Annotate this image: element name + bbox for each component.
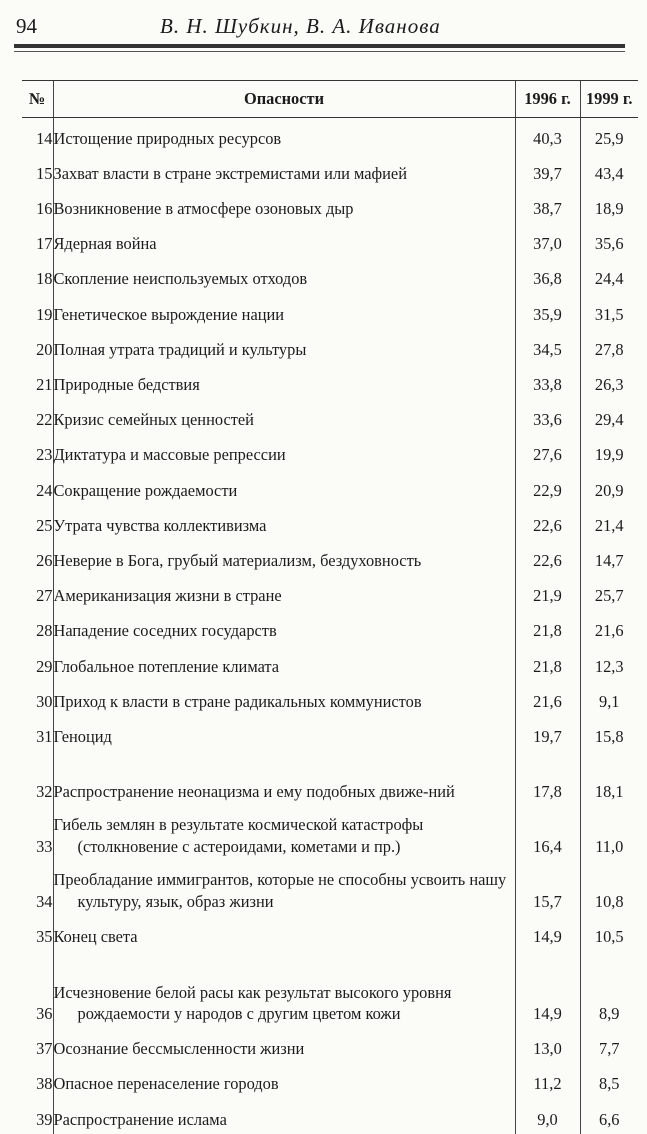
row-value-1999: 26,3 <box>580 364 638 399</box>
row-value-1996: 9,0 <box>515 1099 580 1134</box>
row-value-1999: 11,0 <box>580 806 638 861</box>
table-row <box>22 751 638 806</box>
row-danger-name <box>53 188 515 223</box>
row-value-1996: 38,7 <box>515 188 580 223</box>
row-danger-text: Полная утрата традиций и культуры <box>53 339 307 359</box>
table-row <box>22 806 638 861</box>
row-value-1999: 18,9 <box>580 188 638 223</box>
row-number: 18 <box>36 269 53 289</box>
table-row <box>22 646 638 681</box>
row-number: 29 <box>36 656 53 676</box>
row-value-1996: 14,9 <box>515 916 580 951</box>
table-row <box>22 916 638 951</box>
row-number: 17 <box>36 234 53 254</box>
row-danger-text: Гибель землян в результате космической катастрофы (столкновение с астероидами, кометами и пр.) <box>53 815 424 856</box>
table-row <box>22 259 638 294</box>
row-value-1999: 7,7 <box>580 1029 638 1064</box>
row-danger-name <box>53 575 515 610</box>
row-value-1996: 21,6 <box>515 681 580 716</box>
header-rule-thin <box>14 51 625 52</box>
table-row <box>22 435 638 470</box>
row-danger-text: Опасное перенаселение городов <box>53 1074 279 1094</box>
row-danger-text: Возникновение в атмосфере озоновых дыр <box>53 199 354 219</box>
row-danger-text: Распространение ислама <box>53 1109 227 1129</box>
row-value-1999: 8,5 <box>580 1064 638 1099</box>
row-danger-text: Геноцид <box>53 726 112 746</box>
row-value-1999: 29,4 <box>580 400 638 435</box>
table-row <box>22 575 638 610</box>
row-value-1996: 40,3 <box>515 118 580 154</box>
table-row <box>22 540 638 575</box>
table-header-row <box>22 81 638 118</box>
row-number: 20 <box>36 339 53 359</box>
row-number: 15 <box>36 163 53 183</box>
row-number: 22 <box>36 410 53 430</box>
row-value-1999: 14,7 <box>580 540 638 575</box>
row-number: 27 <box>36 586 53 606</box>
row-danger-text: Распространение неонацизма и ему подобных движе-ний <box>53 781 455 801</box>
row-danger-name <box>53 224 515 259</box>
row-danger-text: Приход к власти в стране радикальных коммунистов <box>53 691 422 711</box>
row-value-1996: 36,8 <box>515 259 580 294</box>
row-danger-name <box>53 1029 515 1064</box>
row-danger-name <box>53 646 515 681</box>
row-value-1999: 35,6 <box>580 224 638 259</box>
row-value-1996: 27,6 <box>515 435 580 470</box>
row-number: 31 <box>36 726 53 746</box>
row-danger-text: Кризис семейных ценностей <box>53 410 254 430</box>
row-danger-name <box>53 364 515 399</box>
row-value-1999: 19,9 <box>580 435 638 470</box>
row-danger-name <box>53 153 515 188</box>
row-number: 37 <box>36 1039 53 1059</box>
row-danger-name <box>53 1099 515 1134</box>
table-row <box>22 153 638 188</box>
row-danger-name <box>53 681 515 716</box>
table-row <box>22 681 638 716</box>
row-value-1999: 25,9 <box>580 118 638 154</box>
row-danger-text: Природные бедствия <box>53 375 200 394</box>
row-number: 23 <box>36 445 53 465</box>
row-danger-text: Исчезновение белой расы как результат высокого уровня рождаемости у народов с другим цветом кожи <box>53 982 452 1024</box>
row-number: 30 <box>36 691 53 711</box>
table-row <box>22 329 638 364</box>
row-value-1996: 33,6 <box>515 400 580 435</box>
table-row <box>22 611 638 646</box>
row-value-1996: 17,8 <box>515 751 580 806</box>
row-value-1999: 15,8 <box>580 716 638 751</box>
row-value-1999: 24,4 <box>580 259 638 294</box>
row-danger-name <box>53 505 515 540</box>
row-value-1996: 14,9 <box>515 952 580 1029</box>
row-danger-name <box>53 259 515 294</box>
row-danger-name <box>53 435 515 470</box>
row-value-1999: 25,7 <box>580 575 638 610</box>
row-value-1996: 21,9 <box>515 575 580 610</box>
table-row <box>22 118 638 154</box>
table-row <box>22 716 638 751</box>
row-number: 26 <box>36 550 53 570</box>
row-value-1996: 22,6 <box>515 505 580 540</box>
row-number: 19 <box>36 304 53 324</box>
row-number: 25 <box>36 515 53 535</box>
table-row <box>22 861 638 916</box>
row-value-1996: 19,7 <box>515 716 580 751</box>
row-danger-text: Захват власти в стране экстремистами или мафией <box>53 163 407 183</box>
row-danger-text: Нападение соседних государств <box>53 621 277 641</box>
table-row <box>22 1099 638 1134</box>
table-row <box>22 188 638 223</box>
row-value-1996: 21,8 <box>515 646 580 681</box>
row-danger-name <box>53 400 515 435</box>
row-danger-text: Американизация жизни в стране <box>53 586 282 606</box>
row-value-1996: 33,8 <box>515 364 580 399</box>
row-value-1996: 13,0 <box>515 1029 580 1064</box>
row-danger-name <box>53 470 515 505</box>
row-value-1999: 12,3 <box>580 646 638 681</box>
row-number: 33 <box>36 836 53 856</box>
row-number: 21 <box>36 375 53 394</box>
header-rule-thick <box>14 44 625 48</box>
row-value-1996: 37,0 <box>515 224 580 259</box>
row-value-1996: 34,5 <box>515 329 580 364</box>
row-value-1999: 20,9 <box>580 470 638 505</box>
row-value-1996: 16,4 <box>515 806 580 861</box>
row-value-1996: 22,9 <box>515 470 580 505</box>
row-value-1999: 10,8 <box>580 861 638 916</box>
table-row <box>22 364 638 399</box>
row-number: 24 <box>36 480 53 500</box>
table-row <box>22 470 638 505</box>
running-head: В. Н. Шубкин, В. А. Иванова <box>160 14 441 38</box>
row-value-1996: 15,7 <box>515 861 580 916</box>
row-danger-name <box>53 861 515 916</box>
table-row <box>22 224 638 259</box>
row-value-1999: 8,9 <box>580 952 638 1029</box>
row-danger-name <box>53 751 515 806</box>
row-value-1996: 21,8 <box>515 611 580 646</box>
row-danger-name <box>53 806 515 861</box>
row-danger-text: Диктатура и массовые репрессии <box>53 445 286 465</box>
row-number: 28 <box>36 621 53 641</box>
row-value-1999: 31,5 <box>580 294 638 329</box>
table-row <box>22 1029 638 1064</box>
row-number: 34 <box>36 891 53 911</box>
row-value-1996: 22,6 <box>515 540 580 575</box>
row-number: 35 <box>36 927 53 947</box>
table-row <box>22 505 638 540</box>
row-value-1996: 39,7 <box>515 153 580 188</box>
row-value-1999: 10,5 <box>580 916 638 951</box>
row-value-1999: 27,8 <box>580 329 638 364</box>
row-danger-text: Скопление неиспользуемых отходов <box>53 269 308 289</box>
row-value-1999: 18,1 <box>580 751 638 806</box>
column-header-1996: 1996 г. <box>515 81 580 118</box>
row-danger-text: Конец света <box>53 927 138 947</box>
row-danger-text: Утрата чувства коллективизма <box>53 515 267 535</box>
row-value-1999: 9,1 <box>580 681 638 716</box>
row-number: 32 <box>36 781 53 801</box>
row-danger-text: Глобальное потепление климата <box>53 656 280 676</box>
row-value-1999: 6,6 <box>580 1099 638 1134</box>
table-row <box>22 952 638 1029</box>
dangers-table <box>22 80 638 1134</box>
row-danger-text: Преобладание иммигрантов, которые не способны усвоить нашу культуру, язык, образ жизни <box>53 870 507 911</box>
row-number: 38 <box>36 1074 53 1094</box>
row-danger-name <box>53 329 515 364</box>
column-header-danger: Опасности <box>53 81 515 118</box>
row-danger-text: Осознание бессмысленности жизни <box>53 1039 305 1059</box>
row-danger-text: Ядерная война <box>53 234 157 254</box>
column-header-number: № <box>22 81 53 118</box>
row-danger-name <box>53 952 515 1029</box>
row-danger-name <box>53 1064 515 1099</box>
table-row <box>22 400 638 435</box>
table-row <box>22 1064 638 1099</box>
row-value-1999: 43,4 <box>580 153 638 188</box>
row-danger-name <box>53 916 515 951</box>
column-header-1999: 1999 г. <box>580 81 638 118</box>
row-number: 36 <box>36 1004 53 1024</box>
row-value-1999: 21,4 <box>580 505 638 540</box>
row-danger-name <box>53 611 515 646</box>
row-danger-text: Сокращение рождаемости <box>53 480 238 500</box>
row-value-1996: 11,2 <box>515 1064 580 1099</box>
row-danger-name <box>53 540 515 575</box>
row-danger-name <box>53 716 515 751</box>
row-number: 14 <box>36 128 53 148</box>
row-danger-text: Генетическое вырождение нации <box>53 304 285 324</box>
row-number: 39 <box>36 1109 53 1129</box>
row-danger-text: Неверие в Бога, грубый материализм, бездуховность <box>53 550 422 570</box>
row-danger-name <box>53 294 515 329</box>
row-number: 16 <box>36 199 53 219</box>
row-danger-name <box>53 118 515 154</box>
page-number: 94 <box>16 14 37 38</box>
row-value-1999: 21,6 <box>580 611 638 646</box>
row-danger-text: Истощение природных ресурсов <box>53 128 282 148</box>
row-value-1996: 35,9 <box>515 294 580 329</box>
table-row <box>22 294 638 329</box>
